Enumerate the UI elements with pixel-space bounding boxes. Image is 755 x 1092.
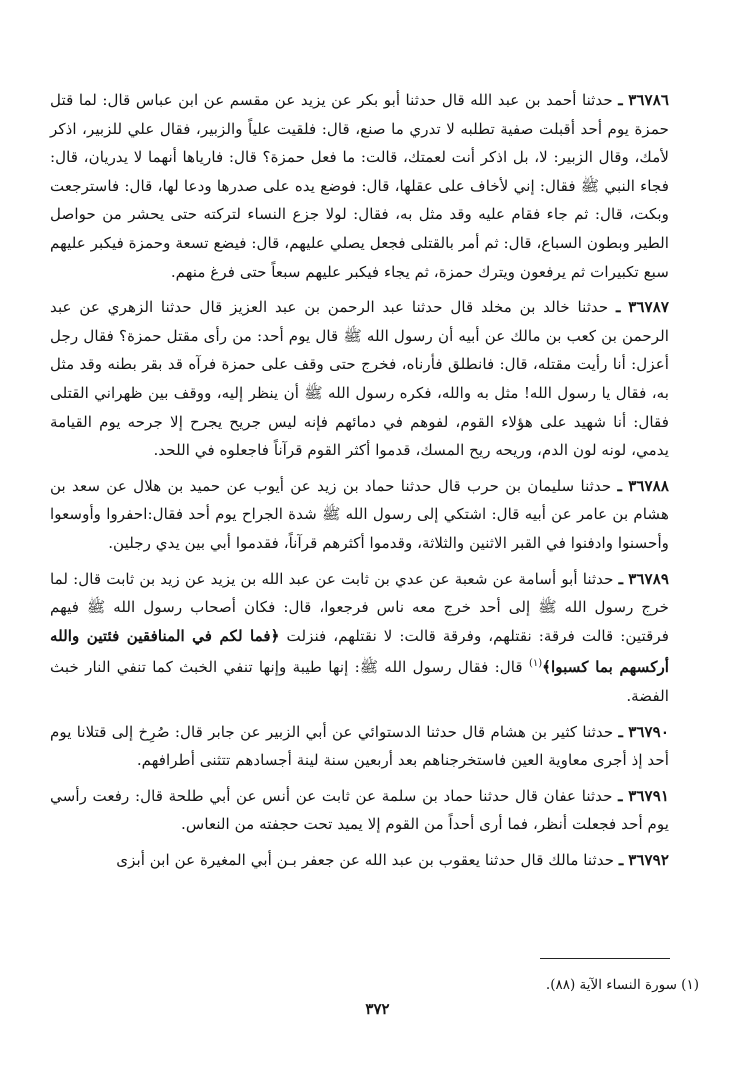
hadith-text: حدثنا سليمان بن حرب قال حدثنا حماد بن زيد عن أيوب عن حميد بن هلال عن سعد بن هشام بن عامر عن أبيه قال: اشتكي إلى رسول الله ﷺ شدة الجراح يوم أحد فقال:احفروا وأوسعوا وأحسنوا وادفنوا في القبر الاثنين والثلاثة، وقدموا أكثرهم قرآناً، فقدموا أبي بين يدي رجلين. xyxy=(50,476,669,552)
hadith-number: ٣٦٧٨٨ xyxy=(628,476,669,495)
hadith-dash: ـ xyxy=(618,569,624,588)
hadith-dash: ـ xyxy=(618,91,623,109)
hadith-36790 xyxy=(50,718,669,775)
hadith-number: ٣٦٧٨٧ xyxy=(628,298,670,317)
hadith-36787 xyxy=(50,293,669,465)
hadith-text-after: قال: فقال رسول الله ﷺ: إنها طيبة وإنها تنفي الخبث كما تنفي النار خبث الفضة. xyxy=(50,658,669,705)
hadith-36788 xyxy=(50,472,669,558)
hadith-number: ٣٦٧٩٢ xyxy=(628,850,669,869)
hadith-36786 xyxy=(50,86,669,286)
footnote-divider xyxy=(540,958,670,959)
hadith-dash: ـ xyxy=(618,786,623,805)
hadith-36789 xyxy=(50,565,669,711)
hadith-dash: ـ xyxy=(617,476,622,495)
hadith-text: حدثنا خالد بن مخلد قال حدثنا عبد الرحمن بن عبد العزيز قال حدثنا الزهري عن عبد الرحمن بن كعب بن مالك عن أبيه أن رسول الله ﷺ قال يوم أحد: من رأى مقتل حمزة؟ فقال رجل أعزل: أنا رأيت مقتله، قال: فانطلق فأرناه، فخرج حتى وقف على حمزة فرآه قد بقر بطنه وقد مثل به، فقال يا رسول الله! مثل به والله، فكره رسول الله ﷺ أن ينظر إليه، ووقف بين ظهراني القتلى فقال: أنا شهيد على هؤلاء القوم، لفوهم في دمائهم فإنه ليس جريح يجرح إلا جرحه يوم القيامة يدمي، لونه لون الدم، وريحه ريح المسك، قدموا أكثر القوم قرآناً فاجعلوه في اللحد. xyxy=(50,298,669,460)
page-body xyxy=(50,86,669,882)
footnote: (١) سورة النساء الآية (٨٨). xyxy=(545,977,699,993)
hadith-text-before: حدثنا أبو أسامة عن شعبة عن عدي بن ثابت عن عبد الله بن يزيد عن زيد بن ثابت قال: لما خرج رسول الله ﷺ إلى أحد خرج معه ناس فرجعوا، قال: فكان أصحاب رسول الله ﷺ فيهم فرقتين: قالت فرقة: نقتلهم، وفرقة قالت: لا نقتلهم، فنزلت xyxy=(50,569,669,645)
hadith-36792 xyxy=(50,846,669,875)
page-number: ٣٧٢ xyxy=(365,1000,390,1018)
hadith-number: ٣٦٧٩٠ xyxy=(628,722,669,741)
quran-verse: ﴿فما لكم في المنافقين فئتين والله أركسهم بما كسبوا﴾ xyxy=(50,626,669,677)
hadith-dash: ـ xyxy=(616,298,621,317)
hadith-36791 xyxy=(50,782,669,839)
hadith-text: حدثنا مالك قال حدثنا يعقوب بن عبد الله عن جعفر بـن أبي المغيرة عن ابن أبزى xyxy=(116,850,615,869)
footnote-marker: (١) xyxy=(528,658,543,670)
hadith-number: ٣٦٧٩١ xyxy=(628,786,670,805)
hadith-text: حدثنا كثير بن هشام قال حدثنا الدستوائي عن أبي الزبير عن جابر قال: صُرِخ إلى قتلانا يوم أحد إذ أجرى معاوية العين فاستخرجناهم بعد أربعين سنة لينة أجسادهم تتثنى أطرافهم. xyxy=(50,722,669,770)
hadith-number: ٣٦٧٨٦ xyxy=(628,91,670,109)
hadith-number: ٣٦٧٨٩ xyxy=(628,569,670,588)
hadith-text: حدثنا أحمد بن عبد الله قال حدثنا أبو بكر عن يزيد عن مقسم عن ابن عباس قال: لما قتل حمزة يوم أحد أقبلت صفية تطلبه لا تدري ما صنع، قال: فلقيت علياً والزبير، فقال علي للزبير، اذكر لأمك، وقال الزبير: لا، بل اذكر أنت لعمتك، قالت: ما فعل حمزة؟ قال: فارياها أنهما لا يدريان، قال: فجاء النبي ﷺ فقال: إني لأخاف على عقلها، قال: فوضع يده على صدرها ودعا لها، قال: فاسترجعت وبكت، قال: ثم جاء فقام عليه وقد مثل به، فقال: لولا جزع النساء لتركته حتى يحشر من حواصل الطير وبطون السباع، قال: ثم أمر بالقتلى فجعل يصلي عليهم، قال: فيضع تسعة وحمزة فيكبر عليهم سبع تكبيرات ثم يرفعون ويترك حمزة، ثم يجاء فيكبر عليهم سبعاً حتى فرغ منهم. xyxy=(50,91,669,281)
hadith-dash: ـ xyxy=(618,722,623,741)
hadith-dash: ـ xyxy=(618,850,624,869)
hadith-text: حدثنا عفان قال حدثنا حماد بن سلمة عن ثابت عن أنس عن أبي طلحة قال: رفعت رأسي يوم أحد فجعلت أنظر، فما أرى أحداً من القوم إلا يميد تحت حجفته من النعاس. xyxy=(50,786,669,834)
